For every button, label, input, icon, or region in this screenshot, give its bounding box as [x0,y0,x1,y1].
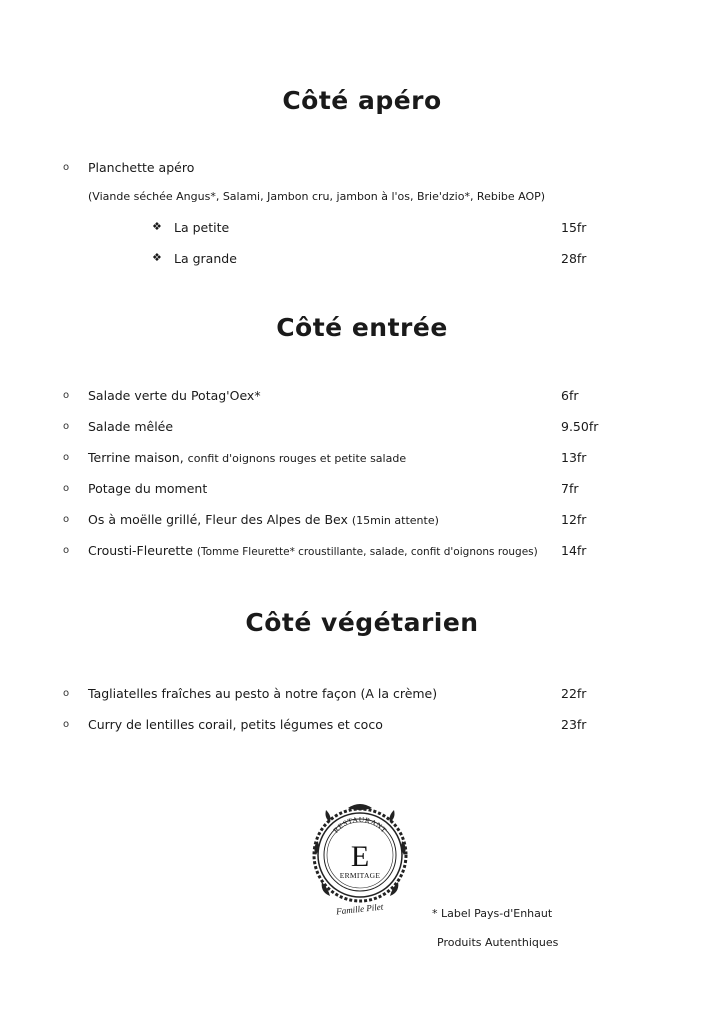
item-detail: (Viande séchée Angus*, Salami, Jambon cru, jambon à l'os, Brie'dzio*, Rebibe AOP) [88,190,546,203]
item-name: Planchette apéro [88,160,195,175]
section-title-vegetarien: Côté végétarien [245,608,479,637]
bullet-icon [63,514,69,525]
price: 6fr [561,388,579,403]
bullet-icon [63,390,69,401]
size-label: La petite [174,220,230,235]
price: 12fr [561,512,587,527]
item-name: Salade verte du Potag'Oex* [88,388,261,403]
diamond-bullet-icon: ❖ [152,220,162,233]
item-name: Terrine maison, [88,450,188,465]
price: 28fr [561,251,587,266]
bullet-icon [63,719,69,730]
logo-bottom-text: ERMITAGE [339,871,381,880]
item-detail: (15min attente) [351,514,439,527]
bullet-icon [63,688,69,699]
item-text [88,450,406,465]
price: 7fr [561,481,579,496]
item-detail: (Tomme Fleurette* croustillante, salade, confit d'oignons rouges) [196,546,538,558]
logo-letter: E [350,840,370,873]
bullet-icon [63,162,69,173]
price: 9.50fr [561,419,599,434]
bullet-icon [63,421,69,432]
bullet-icon [63,545,69,556]
diamond-bullet-icon: ❖ [152,251,162,264]
price: 15fr [561,220,587,235]
label-note: * Label Pays-d'Enhaut [432,907,553,920]
price: 14fr [561,543,587,558]
size-label: La grande [174,251,237,266]
price: 23fr [561,717,587,732]
products-note: Produits Autenthiques [437,936,559,949]
item-name: Curry de lentilles corail, petits légumes et coco [88,717,383,732]
item-name: Salade mêlée [88,419,174,434]
bullet-icon [63,452,69,463]
item-text [88,543,538,558]
item-name: Crousti-Fleurette [88,543,197,558]
price: 13fr [561,450,587,465]
item-text [88,512,439,527]
logo-script-text: Famille Pilet [335,901,384,917]
price: 22fr [561,686,587,701]
section-title-apero: Côté apéro [282,86,442,115]
item-name: Os à moëlle grillé, Fleur des Alpes de Bex [88,512,352,527]
logo-top-text: RESTAURANT [331,814,389,835]
item-detail: confit d'oignons rouges et petite salade [187,452,407,465]
item-name: Tagliatelles fraîches au pesto à notre façon (A la crème) [88,686,438,701]
item-name: Potage du moment [88,481,208,496]
section-title-entree: Côté entrée [276,313,448,342]
bullet-icon [63,483,69,494]
restaurant-logo [308,800,412,920]
